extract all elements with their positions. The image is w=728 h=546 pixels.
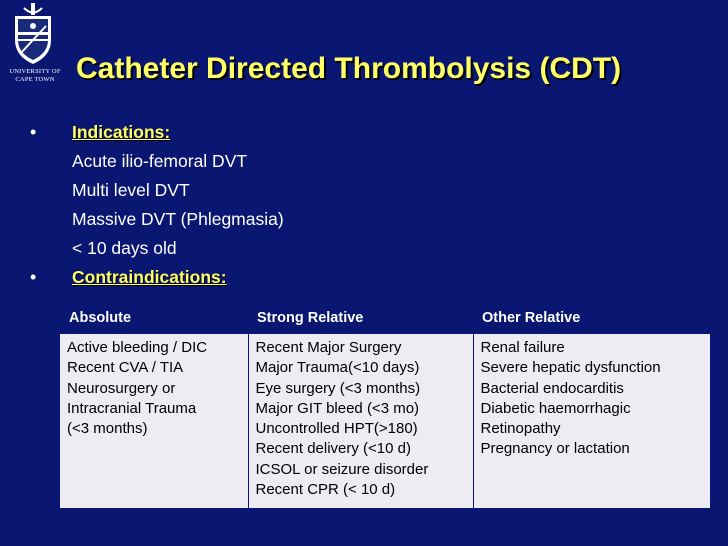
cell-line: Major Trauma(<10 days) xyxy=(255,359,420,377)
cell-line: Diabetic haemorrhagic xyxy=(480,399,631,417)
bullet-dot: • xyxy=(30,122,37,142)
cell-line: Pregnancy or lactation xyxy=(480,440,630,458)
strong-relative-cell xyxy=(248,334,473,508)
cell-line: (<3 months) xyxy=(67,420,148,438)
absolute-cell xyxy=(60,334,248,508)
logo-text-line2: CAPE TOWN xyxy=(15,76,55,83)
cell-line: Recent Major Surgery xyxy=(255,339,402,356)
column-header-strong-relative: Strong Relative xyxy=(248,302,473,334)
cell-line: Major GIT bleed (<3 mo) xyxy=(255,399,420,417)
cell-line: Active bleeding / DIC xyxy=(67,339,208,356)
cell-line: ICSOL or seizure disorder xyxy=(255,460,429,478)
logo-text-line1: UNIVERSITY OF xyxy=(9,68,61,75)
column-header-other-relative: Other Relative xyxy=(473,302,710,334)
bullet-dot: • xyxy=(30,267,37,287)
bullet-list xyxy=(26,121,686,295)
cell-line: Uncontrolled HPT(>180) xyxy=(255,420,418,438)
cell-line: Eye surgery (<3 months) xyxy=(255,379,421,397)
indication-item: Multi level DVT xyxy=(72,180,190,200)
bullet-contraindications xyxy=(26,266,686,295)
indications-heading: Indications: xyxy=(72,122,171,142)
cell-line: Neurosurgery or xyxy=(67,379,176,397)
shield-icon xyxy=(4,2,62,66)
cell-line: Intracranial Trauma xyxy=(67,399,197,417)
contraindications-heading: Contraindications: xyxy=(72,267,227,287)
cell-line: Recent delivery (<10 d) xyxy=(255,440,411,458)
column-header-absolute: Absolute xyxy=(60,302,248,334)
cell-line: Retinopathy xyxy=(480,420,561,438)
bullet-indications xyxy=(26,121,686,150)
cell-line: Bacterial endocarditis xyxy=(480,379,624,397)
cell-line: Recent CVA / TIA xyxy=(67,359,184,377)
indication-item: Massive DVT (Phlegmasia) xyxy=(72,209,284,229)
contraindications-table xyxy=(60,302,710,508)
indication-item: < 10 days old xyxy=(72,238,177,258)
table-header-row xyxy=(60,302,710,334)
university-logo xyxy=(4,2,62,94)
other-relative-cell xyxy=(473,334,710,508)
slide-title: Catheter Directed Thrombolysis (CDT) xyxy=(76,52,622,85)
cell-line: Recent CPR (< 10 d) xyxy=(255,481,396,499)
cell-line: Renal failure xyxy=(480,339,565,356)
indication-item: Acute ilio-femoral DVT xyxy=(72,151,248,171)
table-row xyxy=(60,334,710,508)
cell-line: Severe hepatic dysfunction xyxy=(480,359,661,377)
